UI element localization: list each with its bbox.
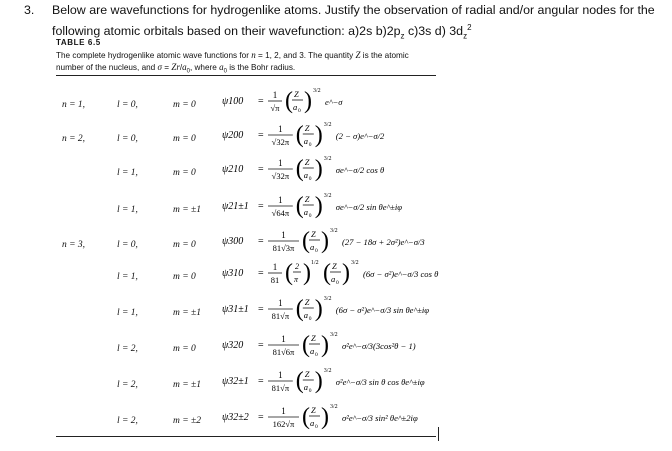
- equals-sign: =: [258, 304, 264, 315]
- fraction-numerator: Z: [311, 333, 316, 343]
- quantum-number-m: m = 0: [173, 168, 196, 178]
- quantum-number-l: l = 0,: [117, 100, 138, 110]
- parenthesis: ): [342, 260, 350, 286]
- parenthesis: (: [295, 296, 304, 322]
- fraction-numerator: Z: [304, 194, 310, 204]
- parenthesis: ): [321, 228, 329, 254]
- table-caption: The complete hydrogenlike atomic wave functions for n = 1, 2, and 3. The quantity Z is the atomic number of the nucleus, and $\sigma = Zr/a_0$, where $a_0$ is the Bohr radius.: [56, 50, 409, 75]
- fraction-numerator: 1: [278, 158, 283, 168]
- parenthesis: ): [304, 88, 312, 114]
- fraction-denominator: a: [303, 207, 309, 217]
- parenthesis: ): [321, 332, 329, 358]
- fraction-denominator: 81√π: [271, 311, 290, 321]
- fraction-numerator: 1: [272, 90, 278, 100]
- fraction-numerator: Z: [294, 89, 299, 99]
- fraction-denominator: a: [310, 346, 315, 356]
- exponent: 3/2: [323, 193, 332, 199]
- quantum-number-l: l = 2,: [117, 344, 138, 354]
- subscript: 0: [298, 108, 301, 114]
- fraction-numerator: 1: [281, 230, 286, 240]
- equals-sign: =: [258, 130, 264, 141]
- fraction-numerator: Z: [332, 261, 337, 271]
- wavefunction-symbol: ψ21±1: [222, 201, 249, 212]
- fraction-denominator: √32π: [271, 137, 290, 147]
- wavefunction-expression: e^−σ: [325, 97, 343, 107]
- quantum-number-l: l = 1,: [117, 168, 138, 178]
- wavefunction-expression: (6σ − σ²)e^−σ/3 sin θe^±iφ: [335, 305, 429, 315]
- parenthesis: (: [285, 260, 293, 286]
- subscript: 0: [315, 248, 318, 254]
- wavefunction-symbol: ψ200: [222, 130, 244, 141]
- subscript: 0: [336, 280, 339, 286]
- parenthesis: (: [302, 228, 310, 254]
- quantum-number-n: n = 2,: [62, 134, 86, 144]
- quantum-number-m: m = ±1: [173, 205, 201, 215]
- parenthesis: ): [314, 296, 323, 322]
- wavefunction-expression: (6σ − σ²)e^−σ/3 cos θ: [363, 269, 439, 279]
- fraction-numerator: 1: [278, 124, 283, 134]
- subscript: 0: [315, 424, 318, 430]
- parenthesis: (: [302, 332, 310, 358]
- wavefunction-expression: σ²e^−σ/3(3cos²θ − 1): [342, 341, 416, 351]
- quantum-number-l: l = 2,: [117, 416, 138, 426]
- subscript: 0: [308, 388, 312, 394]
- fraction-denominator: a: [303, 136, 309, 146]
- quantum-number-m: m = ±2: [173, 416, 201, 426]
- fraction-numerator: 1: [278, 370, 283, 380]
- question-number: 3.: [24, 3, 35, 17]
- fraction-denominator: 162√π: [272, 419, 295, 429]
- parenthesis: ): [314, 368, 323, 394]
- quantum-number-m: m = 0: [173, 100, 196, 110]
- fraction-denominator: a: [293, 102, 298, 112]
- quantum-number-m: m = 0: [173, 134, 196, 144]
- exponent: 1/2: [311, 260, 319, 266]
- wavefunction-formula: [220, 402, 460, 436]
- wavefunction-formula: [220, 86, 460, 120]
- fraction-denominator: a: [331, 274, 336, 284]
- wavefunction-formula: [220, 294, 460, 328]
- quantum-number-l: l = 1,: [117, 308, 138, 318]
- fraction-denominator: 81√3π: [272, 243, 295, 253]
- wavefunction-symbol: ψ100: [222, 96, 244, 107]
- equals-sign: =: [258, 412, 264, 423]
- fraction-numerator: Z: [304, 123, 310, 133]
- wavefunction-expression: (2 − σ)e^−σ/2: [335, 131, 385, 141]
- quantum-number-m: m = 0: [173, 272, 196, 282]
- fraction-numerator: Z: [304, 297, 310, 307]
- fraction-numerator: 1: [281, 334, 286, 344]
- wavefunction-symbol: ψ310: [222, 268, 244, 279]
- wavefunction-formula: [220, 154, 460, 188]
- fraction-denominator: √32π: [271, 171, 290, 181]
- wavefunction-formula: [220, 258, 460, 292]
- quantum-number-m: m = ±1: [173, 380, 201, 390]
- equals-sign: =: [258, 376, 264, 387]
- fraction-denominator: a: [310, 242, 315, 252]
- wavefunction-expression: σ²e^−σ/3 sin θ cos θe^±iφ: [335, 377, 425, 387]
- exponent: 3/2: [330, 228, 338, 234]
- quantum-number-m: m = 0: [173, 344, 196, 354]
- quantum-number-l: l = 2,: [117, 380, 138, 390]
- parenthesis: (: [295, 156, 304, 182]
- text-cursor: [438, 427, 439, 441]
- quantum-number-m: m = 0: [173, 240, 196, 250]
- exponent: 3/2: [330, 404, 338, 410]
- subscript: 0: [308, 316, 312, 322]
- fraction-numerator: Z: [311, 229, 316, 239]
- parenthesis: (: [295, 122, 304, 148]
- table-top-rule: [56, 75, 436, 76]
- fraction-denominator: a: [303, 170, 309, 180]
- wavefunction-symbol: ψ31±1: [222, 304, 249, 315]
- parenthesis: (: [323, 260, 331, 286]
- parenthesis: ): [314, 156, 323, 182]
- fraction-numerator: Z: [304, 369, 310, 379]
- fraction-denominator: 81√6π: [272, 347, 295, 357]
- fraction-denominator: a: [303, 382, 309, 392]
- parenthesis: ): [314, 122, 323, 148]
- exponent: 3/2: [351, 260, 359, 266]
- parenthesis: ): [303, 260, 311, 286]
- fraction-numerator: Z: [311, 405, 316, 415]
- fraction-denominator: a: [310, 418, 315, 428]
- wavefunction-formula: [220, 120, 460, 154]
- wavefunction-expression: σ²e^−σ/3 sin² θe^±2iφ: [342, 413, 418, 423]
- quantum-number-l: l = 0,: [117, 240, 138, 250]
- fraction-numerator: 1: [278, 195, 283, 205]
- parenthesis: (: [302, 404, 310, 430]
- table-bottom-rule: [56, 436, 436, 437]
- wavefunction-symbol: ψ210: [222, 164, 244, 175]
- wavefunction-formula: [220, 366, 460, 400]
- quantum-number-n: n = 3,: [62, 240, 86, 250]
- fraction-numerator: 1: [272, 262, 278, 272]
- fraction-denominator: a: [303, 310, 309, 320]
- exponent: 3/2: [323, 122, 332, 128]
- quantum-number-n: n = 1,: [62, 100, 86, 110]
- fraction-numerator: Z: [304, 157, 310, 167]
- parenthesis: (: [285, 88, 293, 114]
- parenthesis: (: [295, 368, 304, 394]
- fraction-denominator: √π: [270, 103, 280, 113]
- subscript: 0: [315, 352, 318, 358]
- wavefunction-formula: [220, 226, 460, 260]
- quantum-number-l: l = 1,: [117, 205, 138, 215]
- fraction-numerator: 1: [278, 298, 283, 308]
- equals-sign: =: [258, 268, 264, 279]
- table-label: TABLE 6.5: [56, 38, 101, 47]
- wavefunction-symbol: ψ32±2: [222, 412, 249, 423]
- fraction-denominator: √64π: [271, 208, 290, 218]
- question-text: Below are wavefunctions for hydrogenlike atoms. Justify the observation of radial and/or angular nodes for the following atomic orbitals based on their wavefunction: a)2s $b)2p_z$ c)3s d) $3d_z^2$: [52, 3, 655, 41]
- parenthesis: ): [321, 404, 329, 430]
- parenthesis: ): [314, 193, 323, 219]
- fraction-denominator: 81: [270, 275, 280, 285]
- wavefunction-symbol: ψ32±1: [222, 376, 249, 387]
- wavefunction-expression: σe^−σ/2 cos θ: [335, 165, 385, 175]
- wavefunction-formula: [220, 191, 460, 225]
- subscript: 0: [308, 176, 312, 182]
- exponent: 3/2: [323, 296, 332, 302]
- parenthesis: (: [295, 193, 304, 219]
- exponent: 3/2: [323, 156, 332, 162]
- fraction-numerator: 2: [295, 262, 299, 271]
- equals-sign: =: [258, 340, 264, 351]
- fraction-denominator: 81√π: [271, 383, 290, 393]
- wavefunction-symbol: ψ320: [222, 340, 244, 351]
- subscript: 0: [308, 213, 312, 219]
- subscript: 0: [308, 142, 312, 148]
- exponent: 3/2: [330, 332, 338, 338]
- exponent: 3/2: [313, 88, 321, 94]
- quantum-number-m: m = ±1: [173, 308, 201, 318]
- quantum-number-l: l = 1,: [117, 272, 138, 282]
- wavefunction-formula: [220, 330, 460, 364]
- quantum-number-l: l = 0,: [117, 134, 138, 144]
- wavefunction-expression: σe^−σ/2 sin θe^±iφ: [335, 202, 403, 212]
- equals-sign: =: [258, 201, 264, 212]
- fraction-numerator: 1: [281, 406, 286, 416]
- exponent: 3/2: [323, 368, 332, 374]
- wavefunction-symbol: ψ300: [222, 236, 244, 247]
- equals-sign: =: [258, 96, 264, 107]
- equals-sign: =: [258, 164, 264, 175]
- fraction-denominator: π: [294, 275, 299, 284]
- wavefunction-expression: (27 − 18σ + 2σ²)e^−σ/3: [342, 237, 425, 247]
- equals-sign: =: [258, 236, 264, 247]
